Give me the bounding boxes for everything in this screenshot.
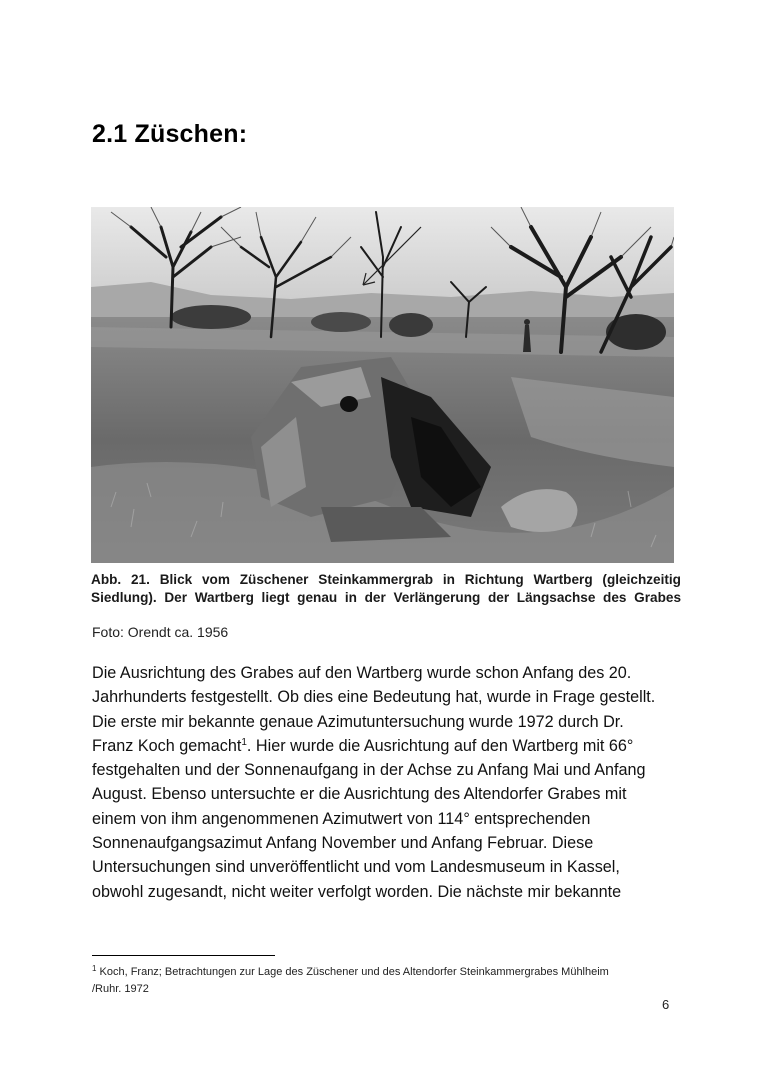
footnote-divider [92,955,275,956]
body-line: festgehalten und der Sonnenaufgang in der Achse zu Anfang Mai und Anfang [92,761,646,780]
footnote-reference[interactable]: 1 [241,736,247,748]
body-line: Sonnenaufgangsazimut Anfang November und Anfang Februar. Diese [92,834,594,853]
body-line: August. Ebenso untersuchte er die Ausrichtung des Altendorfer Grabes mit [92,785,627,804]
footnote-line: /Ruhr. 1972 [92,983,149,995]
body-line-text: Franz Koch gemacht [92,736,242,755]
grave-photo [91,207,674,563]
page-number: 6 [662,997,670,1012]
footnote-text: Koch, Franz; Betrachtungen zur Lage des Züschener und des Altendorfer Steinkammergrabes Mühlheim [96,966,609,978]
body-line [92,734,692,758]
body-line: einem von ihm angenommenen Azimutwert von 114° entsprechenden [92,809,591,828]
figure-caption [91,571,681,607]
caption-line: Siedlung). Der Wartberg liegt genau in der Verlängerung der Längsachse des Grabes [91,590,681,605]
body-line-text: . Hier wurde die Ausrichtung auf den Wartberg mit 66° [246,736,634,755]
body-line: Jahrhunderts festgestellt. Ob dies eine Bedeutung hat, wurde in Frage gestellt. [92,688,656,707]
body-paragraph [92,661,692,904]
section-heading: 2.1 Züschen: [92,120,248,148]
photo-credit: Foto: Orendt ca. 1956 [92,624,229,640]
footnote [92,964,692,998]
body-line: obwohl zugesandt, nicht weiter verfolgt worden. Die nächste mir bekannte [92,882,622,901]
body-line: Die Ausrichtung des Grabes auf den Wartberg wurde schon Anfang des 20. [92,664,632,682]
footnote-line [92,964,692,981]
body-line: Untersuchungen sind unveröffentlicht und vom Landesmuseum in Kassel, [92,858,620,877]
body-line: Die erste mir bekannte genaue Azimutuntersuchung wurde 1972 durch Dr. [92,712,624,731]
footnote-marker: 1 [92,964,97,973]
caption-line: Abb. 21. Blick vom Züschener Steinkammergrab in Richtung Wartberg (gleichzeitig [91,572,681,587]
